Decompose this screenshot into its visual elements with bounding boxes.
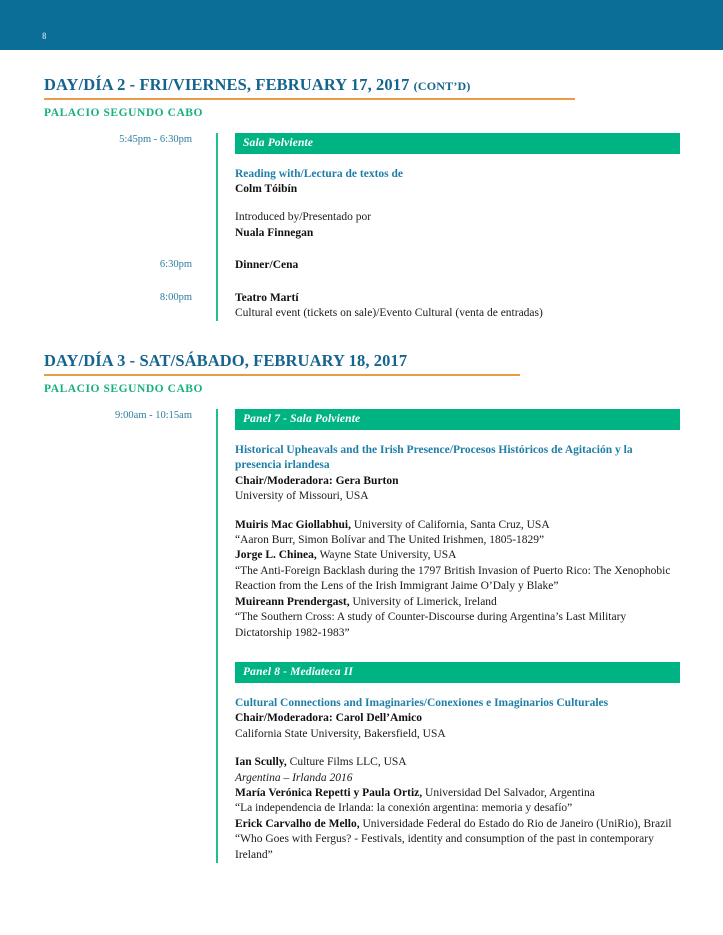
presenter-affiliation: Culture Films LLC, USA — [286, 756, 407, 769]
presenter-affiliation: Universidad Del Salvador, Argentina — [422, 786, 595, 799]
session-title: Historical Upheavals and the Irish Presence/Procesos Históricos de Agitación y la presencia irlandesa — [235, 444, 633, 472]
session-lines — [235, 291, 680, 322]
day-heading — [44, 351, 723, 371]
schedule-group — [44, 133, 723, 322]
session-text: University of Missouri, USA — [235, 490, 369, 503]
schedule-divider-line — [216, 133, 218, 322]
venue-label: PALACIO SEGUNDO CABO — [44, 383, 204, 396]
session-banner: Sala Polviente — [235, 133, 680, 154]
spacer — [235, 430, 680, 443]
spacer — [235, 505, 680, 518]
session-text: Cultural event (tickets on sale)/Evento Cultural (venta de entradas) — [235, 307, 543, 320]
schedule-row — [44, 409, 723, 641]
presenter-line — [235, 548, 680, 563]
schedule-row — [44, 662, 723, 863]
spacer — [235, 197, 680, 210]
session-subheading: Chair/Moderadora: Gera Burton — [235, 474, 399, 487]
presenter-name: Erick Carvalho de Mello, — [235, 817, 360, 830]
session-text: “The Southern Cross: A study of Counter-Discourse during Argentina’s Last Military Dictatorship 1982-1983” — [235, 611, 627, 639]
presenter-line — [235, 786, 680, 801]
session-body — [204, 662, 723, 863]
presenter-line — [235, 595, 680, 610]
session-text: Introduced by/Presentado por — [235, 211, 372, 224]
presenter-line — [235, 755, 680, 770]
session-time: 6:30pm — [159, 259, 192, 271]
presenter-name: Ian Scully, — [235, 756, 287, 769]
schedule-row — [44, 291, 723, 322]
session-body — [204, 258, 723, 273]
presenter-affiliation: University of California, Santa Cruz, USA — [350, 518, 550, 531]
session-text: “Aaron Burr, Simon Bolívar and The United Irishmen, 1805-1829” — [235, 534, 545, 547]
day-heading-text: DAY/DÍA 3 - SAT/SÁBADO, FEBRUARY 18, 2017 — [44, 351, 408, 371]
day-heading-continued: (CONT’D) — [413, 79, 471, 93]
session-body — [204, 409, 723, 641]
session-time: 9:00am - 10:15am — [115, 410, 192, 422]
session-lines — [235, 443, 680, 641]
page-header-bar — [0, 0, 723, 50]
presenter-affiliation: Universidade Federal do Estado do Rio de Janeiro (UniRio), Brazil — [359, 817, 672, 830]
presenter-name: María Verónica Repetti y Paula Ortiz, — [235, 786, 423, 799]
day-heading — [44, 75, 723, 95]
day-block — [44, 75, 723, 321]
day-block — [44, 351, 723, 863]
day-heading-rule — [44, 374, 520, 376]
schedule-group — [44, 409, 723, 863]
day-heading-rule — [44, 98, 575, 100]
presenter-line — [235, 817, 680, 832]
session-text: “The Anti-Foreign Backlash during the 1797 British Invasion of Puerto Rico: The Xenophobic Reaction from the Lens of the Irish Immigrant Jaime O’Daly y Blake” — [235, 564, 671, 593]
spacer — [235, 683, 680, 696]
session-subheading: Colm Tóibín — [235, 183, 298, 195]
presenter-name: Muireann Prendergast, — [235, 595, 350, 608]
presenter-affiliation: Wayne State University, USA — [316, 549, 457, 562]
session-title: Cultural Connections and Imaginaries/Conexiones e Imaginarios Culturales — [235, 696, 609, 709]
spacer — [235, 154, 680, 167]
schedule-row — [44, 258, 723, 273]
page-number: 8 — [42, 31, 47, 41]
session-banner: Panel 7 - Sala Polviente — [235, 409, 680, 430]
spacer — [235, 742, 680, 755]
session-body — [204, 133, 723, 242]
schedule-row — [44, 133, 723, 242]
session-lines — [235, 696, 680, 863]
session-text: “La independencia de Irlanda: la conexión argentina: memoria y desafío” — [235, 802, 573, 815]
session-text: “Who Goes with Fergus? - Festivals, identity and consumption of the past in contemporary Ireland” — [235, 833, 654, 861]
session-subheading: Chair/Moderadora: Carol Dell’Amico — [235, 712, 422, 725]
session-lines — [235, 167, 680, 242]
schedule-divider-line — [216, 409, 218, 863]
session-subheading: Dinner/Cena — [235, 259, 299, 272]
presenter-affiliation: University of Limerick, Ireland — [349, 595, 497, 608]
program-content — [0, 50, 723, 863]
session-time: 5:45pm - 6:30pm — [119, 133, 192, 145]
session-body — [204, 291, 723, 322]
session-title: Reading with/Lectura de textos de — [235, 167, 404, 180]
session-subheading: Nuala Finnegan — [235, 226, 314, 239]
session-text: California State University, Bakersfield, USA — [235, 727, 446, 740]
venue-label: PALACIO SEGUNDO CABO — [44, 106, 204, 119]
work-title: Argentina – Irlanda 2016 — [235, 771, 353, 784]
session-banner: Panel 8 - Mediateca II — [235, 662, 680, 683]
presenter-name: Muiris Mac Giollabhui, — [235, 518, 351, 531]
presenter-line — [235, 518, 680, 533]
session-time: 8:00pm — [159, 291, 192, 303]
session-subheading: Teatro Martí — [235, 291, 299, 304]
day-heading-text: DAY/DÍA 2 - FRI/VIERNES, FEBRUARY 17, 2017 — [44, 75, 410, 94]
session-lines — [235, 258, 680, 273]
presenter-name: Jorge L. Chinea, — [235, 549, 317, 562]
